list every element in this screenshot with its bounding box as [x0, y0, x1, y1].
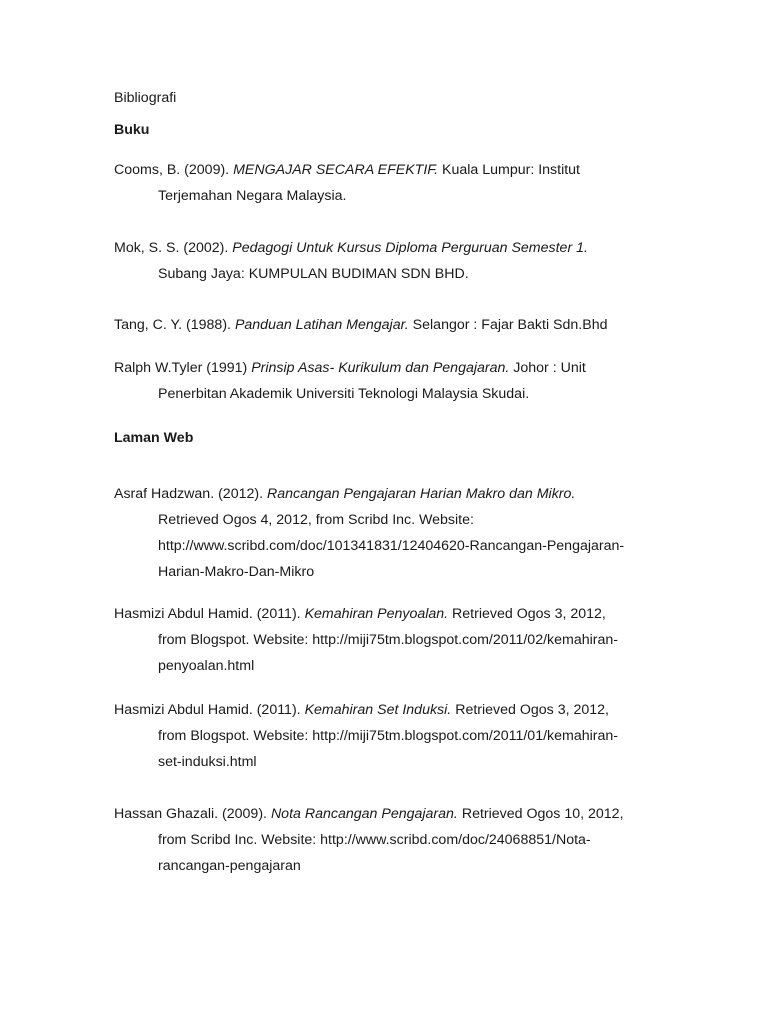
reference-title: Prinsip Asas- Kurikulum dan Pengajaran.: [251, 360, 510, 376]
reference-entry: [114, 157, 674, 209]
reference-url: from Scribd Inc. Website: http://www.scribd.com/doc/24068851/Nota-: [158, 832, 591, 848]
reference-continuation: Subang Jaya: KUMPULAN BUDIMAN SDN BHD.: [158, 266, 469, 282]
reference-first-line: Ralph W.Tyler (1991) Prinsip Asas- Kurikulum dan Pengajaran. Johor : Unit: [114, 360, 586, 376]
reference-first-line: Cooms, B. (2009). MENGAJAR SECARA EFEKTIF. Kuala Lumpur: Institut: [114, 162, 580, 178]
reference-title: Kemahiran Set Induksi.: [304, 702, 452, 718]
reference-continuation: Terjemahan Negara Malaysia.: [158, 188, 347, 204]
reference-entry: [114, 481, 674, 585]
reference-title: Rancangan Pengajaran Harian Makro dan Mikro.: [266, 486, 576, 502]
reference-entry: [114, 355, 674, 407]
reference-entry: [114, 601, 674, 679]
reference-entry: [114, 312, 674, 338]
reference-url: Harian-Makro-Dan-Mikro: [158, 564, 315, 580]
reference-title: Panduan Latihan Mengajar.: [234, 317, 409, 333]
reference-url: from Blogspot. Website: http://miji75tm.blogspot.com/2011/02/kemahiran-: [158, 632, 618, 648]
reference-first-line: Tang, C. Y. (1988). Panduan Latihan Mengajar. Selangor : Fajar Bakti Sdn.Bhd: [114, 317, 608, 333]
reference-url: penyoalan.html: [158, 658, 255, 674]
section-heading-laman-web: Laman Web: [114, 430, 194, 446]
reference-first-line: Hassan Ghazali. (2009). Nota Rancangan Pengajaran. Retrieved Ogos 10, 2012,: [114, 806, 624, 822]
reference-url: set-induksi.html: [158, 754, 257, 770]
reference-title: Pedagogi Untuk Kursus Diploma Perguruan Semester 1.: [232, 240, 588, 256]
reference-first-line: Hasmizi Abdul Hamid. (2011). Kemahiran Set Induksi. Retrieved Ogos 3, 2012,: [114, 702, 609, 718]
reference-first-line: Asraf Hadzwan. (2012). Rancangan Pengajaran Harian Makro dan Mikro.: [114, 486, 576, 502]
reference-entry: [114, 801, 674, 879]
reference-first-line: Hasmizi Abdul Hamid. (2011). Kemahiran Penyoalan. Retrieved Ogos 3, 2012,: [114, 606, 606, 622]
page-title: Bibliografi: [114, 90, 177, 106]
reference-title: Nota Rancangan Pengajaran.: [270, 806, 458, 822]
reference-entry: [114, 697, 674, 775]
reference-url: http://www.scribd.com/doc/101341831/12404620-Rancangan-Pengajaran-: [158, 538, 625, 554]
reference-continuation: Penerbitan Akademik Universiti Teknologi Malaysia Skudai.: [158, 386, 530, 402]
reference-title: Kemahiran Penyoalan.: [304, 606, 449, 622]
reference-url: from Blogspot. Website: http://miji75tm.blogspot.com/2011/01/kemahiran-: [158, 728, 618, 744]
reference-url: rancangan-pengajaran: [158, 858, 301, 874]
section-heading-buku: Buku: [114, 122, 150, 138]
reference-continuation: Retrieved Ogos 4, 2012, from Scribd Inc. Website:: [158, 512, 474, 528]
reference-title: MENGAJAR SECARA EFEKTIF.: [233, 162, 439, 178]
reference-entry: [114, 235, 674, 287]
reference-first-line: Mok, S. S. (2002). Pedagogi Untuk Kursus Diploma Perguruan Semester 1.: [114, 240, 588, 256]
